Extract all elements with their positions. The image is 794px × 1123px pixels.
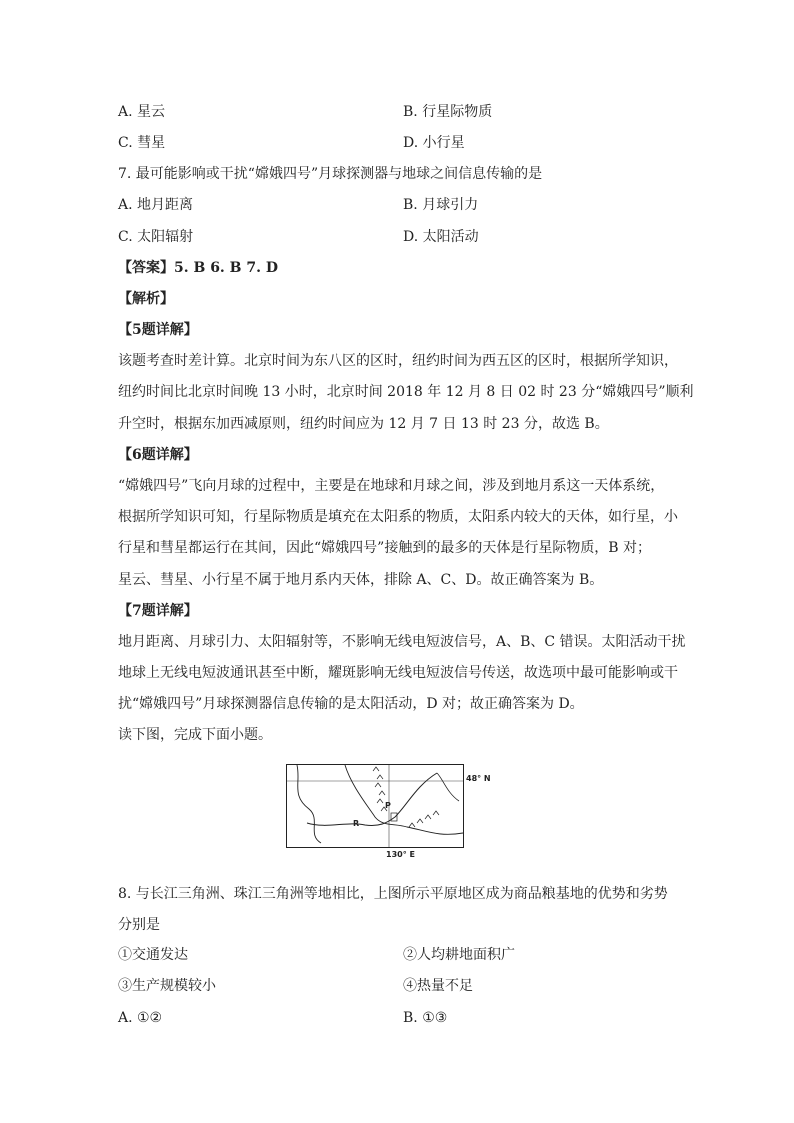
river-branch bbox=[437, 773, 459, 801]
map-drawing bbox=[287, 765, 463, 847]
q7-detail-line: 地月距离、月球引力、太阳辐射等，不影响无线电短波信号，A、B、C 错误。太阳活动干扰 bbox=[118, 634, 686, 650]
q8-statement-3: ③生产规模较小 bbox=[118, 978, 216, 994]
q6-option-c: C. 彗星 bbox=[118, 135, 166, 151]
q5-detail-line: 纽约时间比北京时间晚 13 小时，北京时间 2018 年 12 月 8 日 02 时 23 分“嫦娥四号”顺利 bbox=[118, 384, 694, 400]
marked-area bbox=[391, 813, 397, 821]
q6-detail-line: 行星和彗星都运行在其间，因此“嫦娥四号”接触到的最多的天体是行星际物质，B 对； bbox=[118, 540, 652, 556]
mountain-range bbox=[373, 767, 439, 827]
q6-detail-line: “嫦娥四号”飞向月球的过程中，主要是在地球和月球之间，涉及到地月系这一天体系统， bbox=[118, 478, 665, 494]
q8-statement-1: ①交通发达 bbox=[118, 947, 188, 963]
q8-statement-2: ②人均耕地面积广 bbox=[403, 947, 515, 963]
p-label: P bbox=[385, 801, 391, 810]
q8-option-b: B. ①③ bbox=[403, 1010, 448, 1026]
q6-detail-header: 【6题详解】 bbox=[118, 447, 198, 463]
latitude-label: 48° N bbox=[466, 774, 491, 783]
q6-detail-line: 根据所学知识可知，行星际物质是填充在太阳系的物质，太阳系内较大的天体，如行星，小 bbox=[118, 509, 678, 525]
answer-line: 【答案】5. B 6. B 7. D bbox=[118, 260, 279, 276]
river-r-label: R bbox=[353, 819, 360, 828]
q8-stem-line1: 8. 与长江三角洲、珠江三角洲等地相比，上图所示平原地区成为商品粮基地的优势和劣势 bbox=[118, 886, 668, 902]
q5-detail-header: 【5题详解】 bbox=[118, 322, 198, 338]
q8-option-a: A. ①② bbox=[118, 1010, 163, 1026]
q6-detail-line: 星云、彗星、小行星不属于地月系内天体，排除 A、C、D。故正确答案为 B。 bbox=[118, 572, 604, 588]
q7-stem: 7. 最可能影响或干扰“嫦娥四号”月球探测器与地球之间信息传输的是 bbox=[118, 166, 543, 182]
q6-option-d: D. 小行星 bbox=[403, 135, 465, 151]
q7-option-a: A. 地月距离 bbox=[118, 197, 194, 213]
q7-detail-line: 扰“嫦娥四号”月球探测器信息传输的是太阳活动，D 对；故正确答案为 D。 bbox=[118, 696, 584, 712]
q7-option-b: B. 月球引力 bbox=[403, 197, 479, 213]
q8-stem-line2: 分别是 bbox=[118, 917, 160, 933]
q7-option-d: D. 太阳活动 bbox=[403, 229, 479, 245]
q7-detail-header: 【7题详解】 bbox=[118, 603, 198, 619]
read-map-instruction: 读下图，完成下面小题。 bbox=[118, 727, 272, 743]
q7-option-c: C. 太阳辐射 bbox=[118, 229, 194, 245]
q6-option-b: B. 行星际物质 bbox=[403, 104, 493, 120]
q5-detail-line: 该题考查时差计算。北京时间为东八区的区时，纽约时间为西五区的区时，根据所学知识， bbox=[118, 353, 678, 369]
boundary-line bbox=[297, 765, 463, 843]
q5-detail-line: 升空时，根据东加西减原则，纽约时间应为 12 月 7 日 13 时 23 分，故选 B。 bbox=[118, 416, 609, 432]
longitude-label: 130° E bbox=[386, 850, 415, 859]
q8-statement-4: ④热量不足 bbox=[403, 978, 473, 994]
analysis-header: 【解析】 bbox=[118, 291, 174, 307]
q7-detail-line: 地球上无线电短波通讯甚至中断，耀斑影响无线电短波信号传送，故选项中最可能影响或干 bbox=[118, 665, 678, 681]
q6-option-a: A. 星云 bbox=[118, 104, 166, 120]
northeast-plain-map bbox=[286, 764, 464, 848]
